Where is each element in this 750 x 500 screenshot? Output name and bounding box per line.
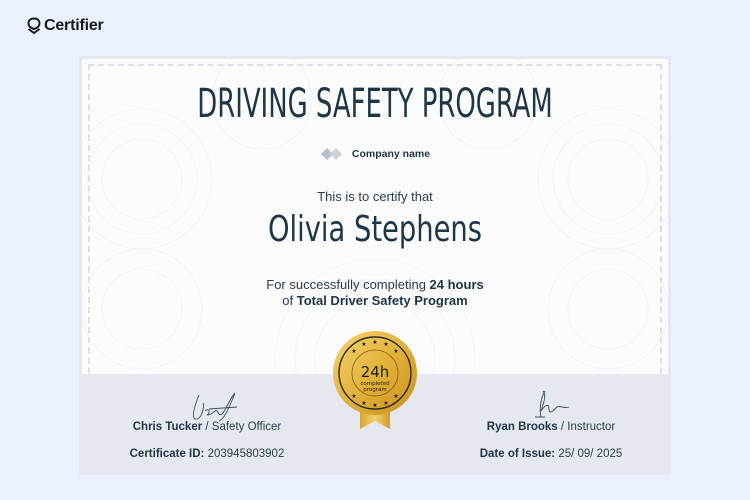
signature-ryan-brooks (531, 389, 571, 421)
certificate-id-label: Certificate ID: (129, 448, 205, 460)
brand-name: Certifier (44, 17, 104, 34)
signer-role: Safety Officer (211, 421, 282, 433)
svg-text:★: ★ (351, 393, 357, 400)
certifier-shield-icon (27, 17, 41, 35)
signer-instructor: Ryan Brooks / Instructor Date of Issue: 25/ 09/ 2025 (479, 421, 623, 460)
svg-text:program: program (363, 387, 387, 393)
certificate-body (82, 59, 668, 374)
certify-text: This is to certify that (317, 189, 433, 204)
company (82, 147, 668, 161)
program-name: Total Driver Safety Program (296, 293, 468, 308)
svg-text:★: ★ (393, 348, 399, 355)
signer-name: Ryan Brooks (486, 421, 558, 433)
svg-text:★: ★ (393, 393, 399, 400)
svg-text:★: ★ (383, 400, 389, 407)
hours-value: 24 hours (429, 277, 484, 292)
certificate-title: DRIVING SAFETY PROGRAM (197, 81, 553, 127)
svg-text:★: ★ (383, 341, 389, 348)
svg-text:completed: completed (360, 381, 390, 387)
svg-text:★: ★ (372, 339, 378, 346)
signer-safety-officer: Chris Tucker / Safety Officer Certificate ID: 203945803902 (129, 421, 285, 460)
company-name: Company name (351, 148, 431, 160)
gold-seal-icon (330, 331, 420, 431)
signer-role: Instructor (567, 421, 616, 433)
signature-chris-tucker (179, 391, 239, 423)
company-logo-diamonds-icon (320, 147, 346, 161)
svg-text:24h: 24h (360, 363, 390, 381)
recipient-name: Olivia Stephens (267, 209, 483, 250)
date-of-issue-value: 25/ 09/ 2025 (555, 448, 623, 460)
certifier-logo (27, 17, 104, 35)
date-of-issue-label: Date of Issue: (479, 448, 556, 460)
signer-name: Chris Tucker (132, 421, 203, 433)
svg-text:★: ★ (372, 402, 378, 409)
completion-badge (330, 331, 420, 431)
svg-text:★: ★ (351, 348, 357, 355)
certificate-description: For successfully completing 24 hours of Total Driver Safety Program (266, 277, 484, 308)
certificate-id-value: 203945803902 (204, 448, 285, 460)
svg-text:★: ★ (361, 341, 367, 348)
svg-text:★: ★ (361, 400, 367, 407)
